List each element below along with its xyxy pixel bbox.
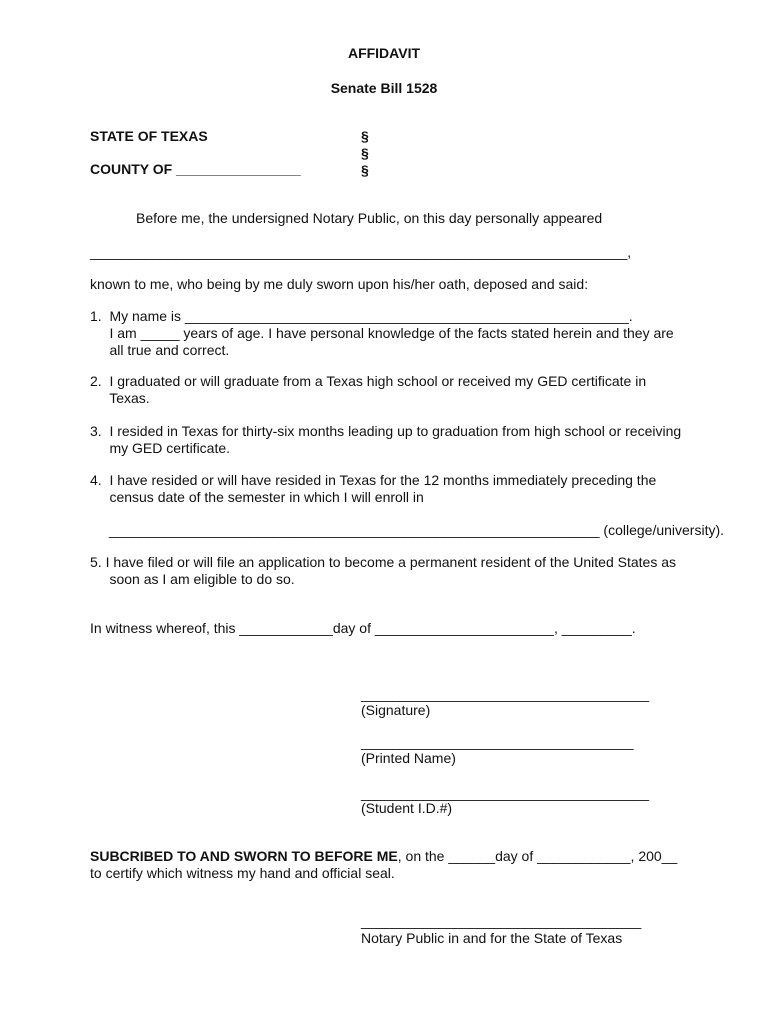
appearing-person-blank: _____________________________________________________________________, [90,244,632,260]
state-label: STATE OF TEXAS [90,128,208,144]
seal-certification: to certify which witness my hand and official seal. [90,865,395,881]
statement-line: 5. I have filed or will file an application to become a permanent resident of the United States as [90,554,677,570]
statement-4 [90,472,690,506]
document-title: AFFIDAVIT [347,45,421,61]
section-mark: § [361,162,369,178]
statement-line: I am _____ years of age. I have personal knowledge of the facts stated herein and they are [90,325,674,341]
statement-line: census date of the semester in which I will enroll in [90,489,424,505]
signature-label: (Signature) [361,702,431,718]
intro-text: Before me, the undersigned Notary Public, on this day personally appeared [136,210,603,226]
student-id-line: _____________________________________ [361,785,650,801]
college-blank: _______________________________________________________________ (college/university). [109,522,725,538]
statement-line: soon as I am eligible to do so. [90,571,295,587]
sworn-date-blanks: , on the ______day of ____________, 200__ [397,848,678,864]
section-mark: § [361,128,369,144]
section-mark: § [361,145,369,161]
statement-line: my GED certificate. [90,440,231,456]
county-label: COUNTY OF ________________ [90,161,301,177]
statement-line: Texas. [90,390,150,406]
statement-line: 4. I have resided or will have resided in Texas for the 12 months immediately preceding the [90,472,657,488]
document-subtitle: Senate Bill 1528 [330,80,438,96]
witness-line: In witness whereof, this ____________day of _______________________, _________. [90,620,636,636]
student-id-label: (Student I.D.#) [361,800,453,816]
notary-label: Notary Public in and for the State of Texas [361,930,623,946]
notary-signature-line: ____________________________________ [361,913,642,929]
printed-name-label: (Printed Name) [361,750,456,766]
statement-1 [90,308,690,359]
statement-2 [90,373,690,407]
signature-line: _____________________________________ [361,686,650,702]
statement-line: 3. I resided in Texas for thirty-six months leading up to graduation from high school or receiving [90,423,682,439]
statement-line: 1. My name is _________________________________________________________. [90,308,633,324]
statement-line: all true and correct. [90,342,230,358]
statement-5 [90,554,690,588]
oath-text: known to me, who being by me duly sworn upon his/her oath, deposed and said: [90,276,589,292]
statement-3 [90,423,690,457]
statement-line: 2. I graduated or will graduate from a Texas high school or received my GED certificate in [90,373,647,389]
sworn-heading: SUBCRIBED TO AND SWORN TO BEFORE ME [90,848,398,864]
printed-name-line: ___________________________________ [361,734,634,750]
sworn-statement [90,848,677,865]
